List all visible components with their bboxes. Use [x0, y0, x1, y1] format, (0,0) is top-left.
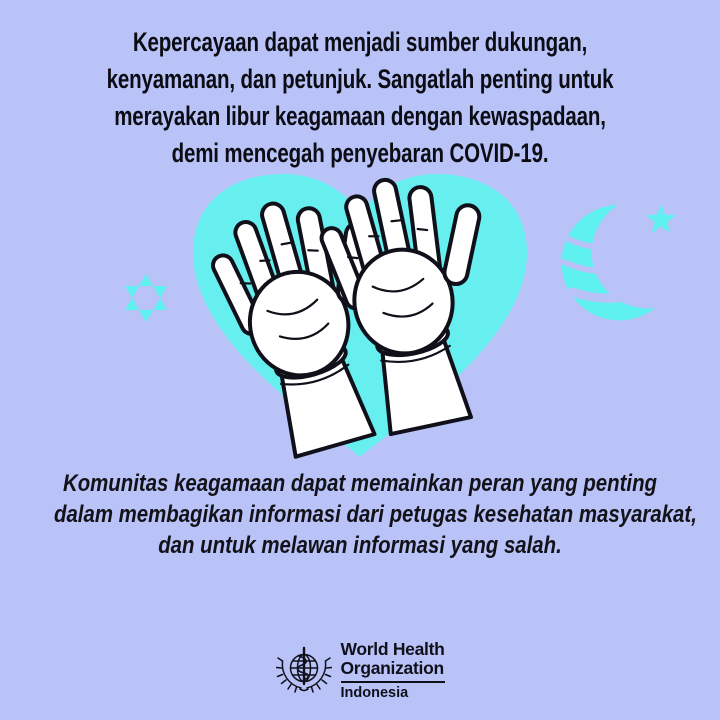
footer-logo	[0, 640, 720, 702]
crescent-moon-icon	[562, 205, 655, 320]
six-pointed-star-icon	[125, 274, 167, 322]
header-line-3: merayakan libur keagamaan dengan kewaspadaan,	[114, 101, 606, 131]
logo-divider	[341, 681, 445, 683]
country-label: Indonesia	[340, 685, 409, 701]
message-line-2: dalam membagikan informasi dari petugas kesehatan masyarakat,	[54, 501, 697, 528]
header-line-4: demi mencegah penyebaran COVID-19.	[171, 138, 549, 168]
header-line-1: Kepercayaan dapat menjadi sumber dukungan,	[132, 27, 588, 57]
org-name-line-1: World Health	[340, 639, 445, 659]
five-pointed-star-icon	[646, 204, 676, 233]
moon-texture-slash	[572, 291, 650, 298]
who-logo-text	[341, 640, 445, 702]
community-message	[54, 468, 697, 561]
message-line-1: Komunitas keagamaan dapat memainkan peran yang penting	[62, 470, 658, 497]
org-name-line-2: Organization	[340, 658, 444, 678]
header-line-2: kenyamanan, dan petunjuk. Sangatlah penting untuk	[106, 64, 614, 94]
who-emblem-icon	[276, 641, 332, 701]
message-line-3: dan untuk melawan informasi yang salah.	[158, 532, 562, 559]
